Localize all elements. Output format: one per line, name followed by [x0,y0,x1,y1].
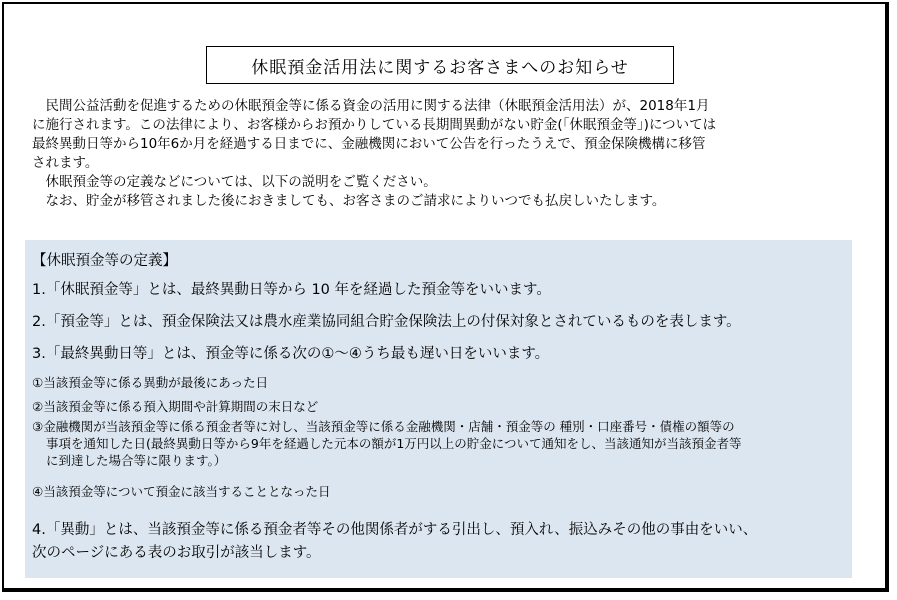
intro-line: されます。 [32,155,99,171]
definition-subitem-4: ④当該預金等について預金に該当することとなった日 [32,484,331,499]
notice-title [206,46,674,84]
intro-line: なお、貯金が移管されました後におきましても、お客さまのご請求によりいつでも払戻しいたします。 [45,193,666,209]
definition-subitem-2: ②当該預金等に係る預入期間や計算期間の末日など [32,399,319,414]
definition-item-3: 3.「最終異動日等」とは、預金等に係る次の①～④うち最も遅い日をいいます。 [32,346,550,362]
intro-line: 民間公益活動を促進するための休眠預金等に係る資金の活用に関する法律（休眠預金活用法）が、2018年1月 [45,98,710,114]
definition-subitem-3-line-3: に到達した場合等に限ります。） [46,453,227,468]
definition-panel [25,240,852,578]
definition-heading: 【休眠預金等の定義】 [32,253,177,269]
notice-title-text: 休眠預金活用法に関するお客さまへのお知らせ [251,57,629,78]
definition-subitem-1: ①当該預金等に係る異動が最後にあった日 [32,375,269,390]
definition-subitem-3-line-1: ③金融機関が当該預金等に係る預金者等に対し、当該預金等に係る金融機関・店舗・預金等の 種別・口座番号・債権の額等の [32,419,735,434]
definition-subitem-3-line-2: 事項を通知した日(最終異動日等から9年を経過した元本の額が1万円以上の貯金について通知をし、当該通知が当該預金者等 [46,436,742,451]
intro-line: に施行されます。この法律により、お客様からお預かりしている長期間異動がない貯金(「休眠預金等」)については [32,117,717,133]
definition-item-1: 1.「休眠預金等」とは、最終異動日等から 10 年を経過した預金等をいいます。 [32,282,551,298]
definition-item-4-line-1: 4.「異動」とは、当該預金等に係る預金者等その他関係者がする引出し、預入れ、振込みその他の事由をいい、 [32,522,758,538]
definition-item-2: 2.「預金等」とは、預金保険法又は農水産業協同組合貯金保険法上の付保対象とされているものを表します。 [32,314,741,330]
intro-text [32,97,862,211]
definition-item-4-line-2: 次のページにある表のお取引が該当します。 [32,545,321,561]
intro-line: 休眠預金等の定義などについては、以下の説明をご覧ください。 [45,174,437,190]
intro-line: 最終異動日等から10年6か月を経過する日までに、金融機関において公告を行ったうえで、預金保険機構に移管 [32,136,706,152]
